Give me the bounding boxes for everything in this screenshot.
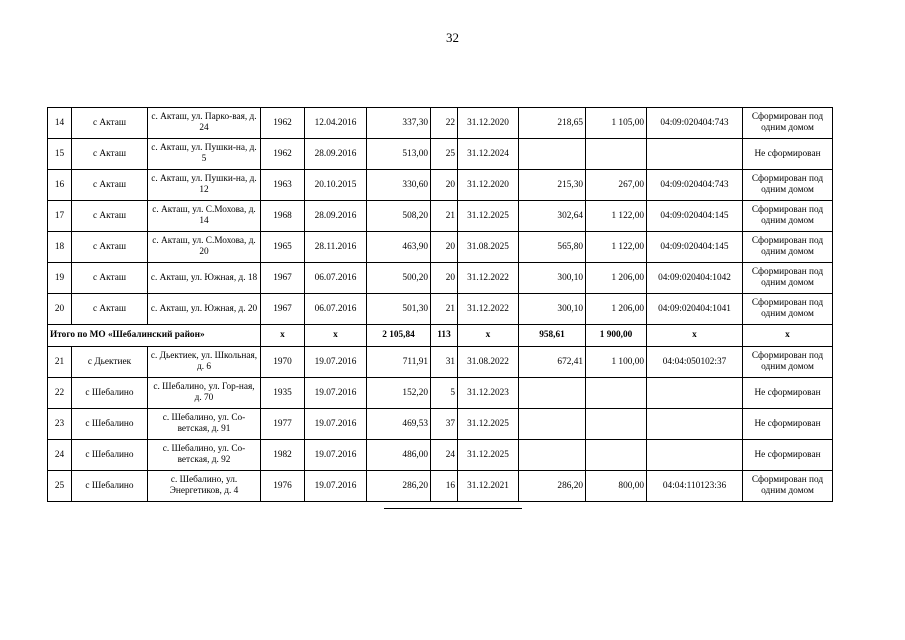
cadastral-number-cell bbox=[647, 409, 743, 440]
address-cell: с. Шебалино, ул. Энергетиков, д. 4 bbox=[148, 471, 261, 502]
area-cell: 337,30 bbox=[367, 108, 431, 139]
land-status-cell: Не сформирован bbox=[743, 409, 833, 440]
cadastral-number-cell: 04:09:020404:743 bbox=[647, 108, 743, 139]
year-cell: 1968 bbox=[261, 201, 305, 232]
land-status-cell: Не сформирован bbox=[743, 139, 833, 170]
address-cell: с. Акташ, ул. С.Мохова, д. 20 bbox=[148, 232, 261, 263]
land-area-cell: 300,10 bbox=[519, 294, 586, 325]
total-row bbox=[48, 325, 833, 347]
resettlement-deadline-cell: 31.12.2022 bbox=[458, 294, 519, 325]
address-cell: с. Акташ, ул. Парко-вая, д. 24 bbox=[148, 108, 261, 139]
area-cell: 501,30 bbox=[367, 294, 431, 325]
cost-cell: 800,00 bbox=[586, 471, 647, 502]
cost-cell: 1 100,00 bbox=[586, 347, 647, 378]
row-number-cell: 16 bbox=[48, 170, 72, 201]
cost-cell: 1 122,00 bbox=[586, 232, 647, 263]
cost-cell bbox=[586, 139, 647, 170]
resettlement-deadline-cell: 31.12.2021 bbox=[458, 471, 519, 502]
land-status-cell: Сформирован под одним домом bbox=[743, 471, 833, 502]
recognition-date-cell: 19.07.2016 bbox=[305, 440, 367, 471]
year-cell: 1963 bbox=[261, 170, 305, 201]
year-cell: 1967 bbox=[261, 294, 305, 325]
area-cell: 500,20 bbox=[367, 263, 431, 294]
land-status-cell: Сформирован под одним домом bbox=[743, 347, 833, 378]
total-recognition-date-cell: х bbox=[305, 325, 367, 347]
recognition-date-cell: 19.07.2016 bbox=[305, 347, 367, 378]
table-row bbox=[48, 139, 833, 170]
footer-separator-line bbox=[384, 508, 522, 509]
cadastral-number-cell bbox=[647, 440, 743, 471]
table-row bbox=[48, 440, 833, 471]
table-row bbox=[48, 409, 833, 440]
year-cell: 1976 bbox=[261, 471, 305, 502]
resettlement-deadline-cell: 31.08.2025 bbox=[458, 232, 519, 263]
resettlement-deadline-cell: 31.12.2025 bbox=[458, 201, 519, 232]
year-cell: 1982 bbox=[261, 440, 305, 471]
land-status-cell: Сформирован под одним домом bbox=[743, 170, 833, 201]
settlement-cell: с Шебалино bbox=[72, 471, 148, 502]
cost-cell bbox=[586, 378, 647, 409]
total-resettlement-deadline-cell: х bbox=[458, 325, 519, 347]
total-cost-cell: 1 900,00 bbox=[586, 325, 647, 347]
year-cell: 1962 bbox=[261, 139, 305, 170]
table-row bbox=[48, 378, 833, 409]
address-cell: с. Акташ, ул. С.Мохова, д. 14 bbox=[148, 201, 261, 232]
table-row bbox=[48, 294, 833, 325]
land-area-cell: 215,30 bbox=[519, 170, 586, 201]
cost-cell: 267,00 bbox=[586, 170, 647, 201]
land-area-cell: 300,10 bbox=[519, 263, 586, 294]
land-status-cell: Не сформирован bbox=[743, 440, 833, 471]
table-row bbox=[48, 108, 833, 139]
recognition-date-cell: 19.07.2016 bbox=[305, 409, 367, 440]
recognition-date-cell: 20.10.2015 bbox=[305, 170, 367, 201]
address-cell: с. Дьектиек, ул. Школьная, д. 6 bbox=[148, 347, 261, 378]
area-cell: 330,60 bbox=[367, 170, 431, 201]
table-row bbox=[48, 471, 833, 502]
cost-cell bbox=[586, 440, 647, 471]
residents-cell: 22 bbox=[431, 108, 458, 139]
cost-cell bbox=[586, 409, 647, 440]
cost-cell: 1 206,00 bbox=[586, 294, 647, 325]
recognition-date-cell: 12.04.2016 bbox=[305, 108, 367, 139]
settlement-cell: с Акташ bbox=[72, 294, 148, 325]
year-cell: 1977 bbox=[261, 409, 305, 440]
land-area-cell bbox=[519, 440, 586, 471]
row-number-cell: 24 bbox=[48, 440, 72, 471]
table-row bbox=[48, 232, 833, 263]
recognition-date-cell: 28.09.2016 bbox=[305, 139, 367, 170]
row-number-cell: 25 bbox=[48, 471, 72, 502]
recognition-date-cell: 06.07.2016 bbox=[305, 294, 367, 325]
area-cell: 508,20 bbox=[367, 201, 431, 232]
year-cell: 1962 bbox=[261, 108, 305, 139]
area-cell: 711,91 bbox=[367, 347, 431, 378]
residents-cell: 31 bbox=[431, 347, 458, 378]
total-year-cell: х bbox=[261, 325, 305, 347]
settlement-cell: с Акташ bbox=[72, 201, 148, 232]
area-cell: 152,20 bbox=[367, 378, 431, 409]
land-area-cell: 565,80 bbox=[519, 232, 586, 263]
resettlement-deadline-cell: 31.12.2022 bbox=[458, 263, 519, 294]
resettlement-deadline-cell: 31.12.2020 bbox=[458, 170, 519, 201]
total-residents-cell: 113 bbox=[431, 325, 458, 347]
table-row bbox=[48, 201, 833, 232]
resettlement-deadline-cell: 31.08.2022 bbox=[458, 347, 519, 378]
row-number-cell: 20 bbox=[48, 294, 72, 325]
cost-cell: 1 105,00 bbox=[586, 108, 647, 139]
recognition-date-cell: 19.07.2016 bbox=[305, 471, 367, 502]
year-cell: 1965 bbox=[261, 232, 305, 263]
settlement-cell: с Шебалино bbox=[72, 378, 148, 409]
land-area-cell bbox=[519, 409, 586, 440]
cadastral-number-cell: 04:04:110123:36 bbox=[647, 471, 743, 502]
address-cell: с. Акташ, ул. Пушки-на, д. 5 bbox=[148, 139, 261, 170]
cost-cell: 1 122,00 bbox=[586, 201, 647, 232]
land-status-cell: Сформирован под одним домом bbox=[743, 232, 833, 263]
residents-cell: 21 bbox=[431, 201, 458, 232]
row-number-cell: 22 bbox=[48, 378, 72, 409]
resettlement-deadline-cell: 31.12.2025 bbox=[458, 409, 519, 440]
resettlement-deadline-cell: 31.12.2023 bbox=[458, 378, 519, 409]
land-status-cell: Сформирован под одним домом bbox=[743, 108, 833, 139]
resettlement-deadline-cell: 31.12.2025 bbox=[458, 440, 519, 471]
settlement-cell: с Акташ bbox=[72, 232, 148, 263]
area-cell: 486,00 bbox=[367, 440, 431, 471]
cadastral-number-cell: 04:09:020404:1041 bbox=[647, 294, 743, 325]
area-cell: 286,20 bbox=[367, 471, 431, 502]
area-cell: 463,90 bbox=[367, 232, 431, 263]
residents-cell: 20 bbox=[431, 170, 458, 201]
address-cell: с. Шебалино, ул. Гор-ная, д. 70 bbox=[148, 378, 261, 409]
resettlement-deadline-cell: 31.12.2020 bbox=[458, 108, 519, 139]
cadastral-number-cell: 04:09:020404:1042 bbox=[647, 263, 743, 294]
total-land-status-cell: х bbox=[743, 325, 833, 347]
land-status-cell: Сформирован под одним домом bbox=[743, 294, 833, 325]
total-area-cell: 2 105,84 bbox=[367, 325, 431, 347]
address-cell: с. Акташ, ул. Южная, д. 20 bbox=[148, 294, 261, 325]
settlement-cell: с Акташ bbox=[72, 139, 148, 170]
cadastral-number-cell: 04:04:050102:37 bbox=[647, 347, 743, 378]
address-cell: с. Шебалино, ул. Со-ветская, д. 92 bbox=[148, 440, 261, 471]
address-cell: с. Шебалино, ул. Со-ветская, д. 91 bbox=[148, 409, 261, 440]
cadastral-number-cell: 04:09:020404:743 bbox=[647, 170, 743, 201]
housing-registry-table bbox=[47, 107, 833, 502]
area-cell: 513,00 bbox=[367, 139, 431, 170]
cadastral-number-cell: 04:09:020404:145 bbox=[647, 201, 743, 232]
address-cell: с. Акташ, ул. Пушки-на, д. 12 bbox=[148, 170, 261, 201]
land-area-cell bbox=[519, 378, 586, 409]
total-label: Итого по МО «Шебалинский район» bbox=[48, 325, 261, 347]
cadastral-number-cell: 04:09:020404:145 bbox=[647, 232, 743, 263]
year-cell: 1967 bbox=[261, 263, 305, 294]
residents-cell: 24 bbox=[431, 440, 458, 471]
residents-cell: 20 bbox=[431, 232, 458, 263]
address-cell: с. Акташ, ул. Южная, д. 18 bbox=[148, 263, 261, 294]
settlement-cell: с Акташ bbox=[72, 263, 148, 294]
land-status-cell: Не сформирован bbox=[743, 378, 833, 409]
recognition-date-cell: 19.07.2016 bbox=[305, 378, 367, 409]
table-row bbox=[48, 263, 833, 294]
residents-cell: 5 bbox=[431, 378, 458, 409]
residents-cell: 16 bbox=[431, 471, 458, 502]
row-number-cell: 17 bbox=[48, 201, 72, 232]
resettlement-deadline-cell: 31.12.2024 bbox=[458, 139, 519, 170]
settlement-cell: с Акташ bbox=[72, 108, 148, 139]
table-row bbox=[48, 347, 833, 378]
residents-cell: 21 bbox=[431, 294, 458, 325]
page-number: 32 bbox=[446, 30, 459, 45]
row-number-cell: 14 bbox=[48, 108, 72, 139]
settlement-cell: с Дьектиек bbox=[72, 347, 148, 378]
area-cell: 469,53 bbox=[367, 409, 431, 440]
year-cell: 1970 bbox=[261, 347, 305, 378]
year-cell: 1935 bbox=[261, 378, 305, 409]
land-area-cell: 302,64 bbox=[519, 201, 586, 232]
cadastral-number-cell bbox=[647, 139, 743, 170]
table-row bbox=[48, 170, 833, 201]
land-status-cell: Сформирован под одним домом bbox=[743, 201, 833, 232]
cost-cell: 1 206,00 bbox=[586, 263, 647, 294]
residents-cell: 20 bbox=[431, 263, 458, 294]
recognition-date-cell: 28.09.2016 bbox=[305, 201, 367, 232]
recognition-date-cell: 28.11.2016 bbox=[305, 232, 367, 263]
recognition-date-cell: 06.07.2016 bbox=[305, 263, 367, 294]
row-number-cell: 19 bbox=[48, 263, 72, 294]
row-number-cell: 18 bbox=[48, 232, 72, 263]
row-number-cell: 15 bbox=[48, 139, 72, 170]
row-number-cell: 23 bbox=[48, 409, 72, 440]
settlement-cell: с Акташ bbox=[72, 170, 148, 201]
land-area-cell bbox=[519, 139, 586, 170]
residents-cell: 25 bbox=[431, 139, 458, 170]
residents-cell: 37 bbox=[431, 409, 458, 440]
land-area-cell: 286,20 bbox=[519, 471, 586, 502]
total-cadastral-number-cell: х bbox=[647, 325, 743, 347]
cadastral-number-cell bbox=[647, 378, 743, 409]
row-number-cell: 21 bbox=[48, 347, 72, 378]
land-status-cell: Сформирован под одним домом bbox=[743, 263, 833, 294]
land-area-cell: 672,41 bbox=[519, 347, 586, 378]
settlement-cell: с Шебалино bbox=[72, 409, 148, 440]
land-area-cell: 218,65 bbox=[519, 108, 586, 139]
settlement-cell: с Шебалино bbox=[72, 440, 148, 471]
total-land-area-cell: 958,61 bbox=[519, 325, 586, 347]
